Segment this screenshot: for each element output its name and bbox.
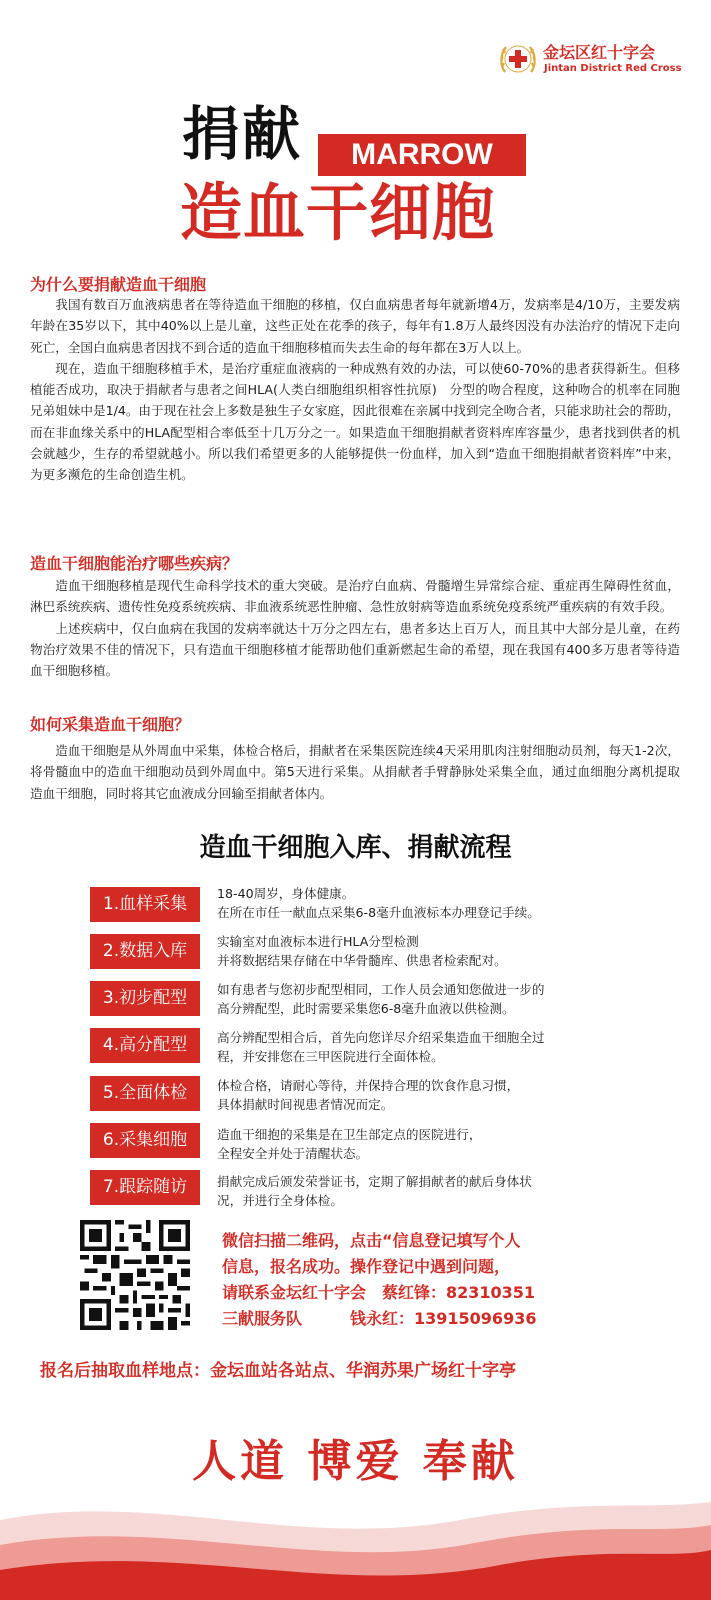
step-desc-line: 并将数据结果存储在中华骨髓库、供患者检索配对。 bbox=[217, 953, 507, 968]
paragraph: 造血干细胞是从外周血中采集，体检合格后，捐献者在采集医院连续4天采用肌肉注射细胞动员剂，每天1-2次，将骨髓血中的造血干细胞动员到外周血中。第5天进行采集。从捐献者手臂静脉处采集全血，通过血细胞分离机提取造血干细胞，同时将其它血液成分回输至捐献者体内。 bbox=[30, 743, 680, 801]
marrow-badge: MARROW bbox=[318, 134, 526, 176]
step-2-label: 2.数据入库 bbox=[90, 934, 200, 969]
section-collect-title: 如何采集造血干细胞？ bbox=[30, 715, 191, 734]
section-diseases-title: 造血干细胞能治疗哪些疾病？ bbox=[30, 554, 239, 573]
contact-line: 微信扫描二维码，点击“信息登记填写个人 bbox=[222, 1231, 521, 1250]
collection-sites: 报名后抽取血样地点：金坛血站各站点、华润苏果广场红十字亭 bbox=[40, 1361, 516, 1381]
step-7-label: 7.跟踪随访 bbox=[90, 1170, 200, 1205]
step-3-desc bbox=[217, 980, 597, 1018]
red-cross-emblem-icon bbox=[497, 38, 539, 80]
step-desc-line: 如有患者与您初步配型相同，工作人员会通知您做进一步的 bbox=[217, 982, 545, 997]
step-desc-line: 程，并安排您在三甲医院进行全面体检。 bbox=[217, 1049, 444, 1064]
step-1-label: 1.血样采集 bbox=[90, 887, 200, 922]
step-desc-line: 况，并进行全身体检。 bbox=[217, 1193, 343, 1208]
step-desc-line: 在所在市任一献血点采集6-8毫升血液标本办理登记手续。 bbox=[217, 905, 540, 920]
qr-code-icon[interactable] bbox=[80, 1220, 190, 1330]
contact-info bbox=[222, 1228, 536, 1332]
paragraph: 上述疾病中，仅白血病在我国的发病率就达十万分之四左右，患者多达上百万人，而且其中大部分是儿童，在药物治疗效果不佳的情况下，只有造血干细胞移植才能帮助他们重新燃起生命的希望，现在我国有400多万患者等待造血干细胞移植。 bbox=[30, 620, 680, 679]
step-2-desc bbox=[217, 932, 597, 970]
step-4-desc bbox=[217, 1028, 597, 1066]
paragraph: 现在，造血干细胞移植手术，是治疗重症血液病的一种成熟有效的办法，可以使60-70%的患者获得新生。但移植能否成功，取决于捐献者与患者之间HLA(人类白细胞组织相容性抗原) 分型的吻合程度，这种吻合的机率在同胞兄弟姐妹中是1/4。由于现在社会上多数是独生子女家庭，因此很难在亲属中找到完全吻合者，只能求助社会的帮助，而在非血缘关系中的HLA配型相合率低至十几万分之一。如果造血干细胞捐献者资料库库容量少，患者找到供者的机会就越少，生存的希望就越小。所以我们希望更多的人能够提供一份血样，加入到“造血干细胞捐献者资料库”中来，为更多濒危的生命创造生机。 bbox=[30, 360, 680, 483]
step-desc-line: 捐献完成后颁发荣誉证书，定期了解捐献者的献后身体状 bbox=[217, 1174, 532, 1189]
step-7-desc bbox=[217, 1172, 597, 1210]
step-desc-line: 具体捐献时间视患者情况而定。 bbox=[217, 1097, 394, 1112]
org-name-en: Jintan District Red Cross bbox=[544, 63, 682, 74]
step-desc-line: 高分辨配型相合后，首先向您详尽介绍采集造血干细胞全过 bbox=[217, 1030, 545, 1045]
step-6-desc bbox=[217, 1125, 597, 1163]
section-diseases-body bbox=[30, 575, 680, 681]
contact-line: 请联系金坛红十字会 蔡红锋：82310351 bbox=[222, 1283, 536, 1302]
step-desc-line: 造血干细抱的采集是在卫生部定点的医院进行， bbox=[217, 1127, 482, 1142]
title-line1: 捐献 bbox=[182, 100, 303, 168]
step-desc-line: 实输室对血液标本进行HLA分型检测 bbox=[217, 934, 419, 949]
contact-line: 信息，报名成功。操作登记中遇到问题， bbox=[222, 1257, 511, 1276]
step-3-label: 3.初步配型 bbox=[90, 981, 200, 1016]
paragraph: 造血干细胞移植是现代生命科学技术的重大突破。是治疗白血病、骨髓增生异常综合症、重症再生障碍性贫血，淋巴系统疾病、遗传性免疫系统疾病、非血液系统恶性肿瘤、急性放射病等造血系统免疫系统严重疾病的有效手段。 bbox=[30, 578, 680, 615]
step-1-desc bbox=[217, 884, 597, 922]
paragraph: 我国有数百万血液病患者在等待造血干细胞的移植，仅白血病患者每年就新增4万，发病率是4/10万，主要发病年龄在35岁以下，其中40%以上是儿童，这些正处在花季的孩子，每年有1.8万人最终因没有办法治疗的情况下走向死亡，全国白血病患者因找不到合适的造血干细胞移植而失去生命的每年都在3万人以上。 bbox=[30, 297, 680, 355]
title-line2: 造血干细胞 bbox=[180, 176, 496, 249]
motto: 人道 博爱 奉献 bbox=[192, 1436, 519, 1487]
step-desc-line: 全程安全并处于清醒状态。 bbox=[217, 1146, 369, 1161]
step-desc-line: 高分辨配型，此时需要采集您6-8毫升血液以供检测。 bbox=[217, 1001, 515, 1016]
decorative-waves bbox=[0, 1480, 711, 1600]
step-5-desc bbox=[217, 1076, 597, 1114]
section-why-body bbox=[30, 294, 680, 486]
section-collect-body bbox=[30, 740, 680, 804]
contact-line: 三献服务队 钱永红：13915096936 bbox=[222, 1309, 537, 1328]
org-logo bbox=[497, 38, 697, 84]
org-name-cn: 金坛区红十字会 bbox=[543, 43, 656, 62]
section-why-title: 为什么要捐献造血干细胞 bbox=[30, 275, 207, 294]
step-desc-line: 体检合格，请耐心等待，并保持合理的饮食作息习惯， bbox=[217, 1078, 520, 1093]
step-6-label: 6.采集细胞 bbox=[90, 1123, 200, 1158]
step-5-label: 5.全面体检 bbox=[90, 1076, 200, 1111]
step-desc-line: 18-40周岁，身体健康。 bbox=[217, 886, 355, 901]
step-4-label: 4.高分配型 bbox=[90, 1028, 200, 1063]
flow-title: 造血干细胞入库、捐献流程 bbox=[199, 833, 512, 863]
